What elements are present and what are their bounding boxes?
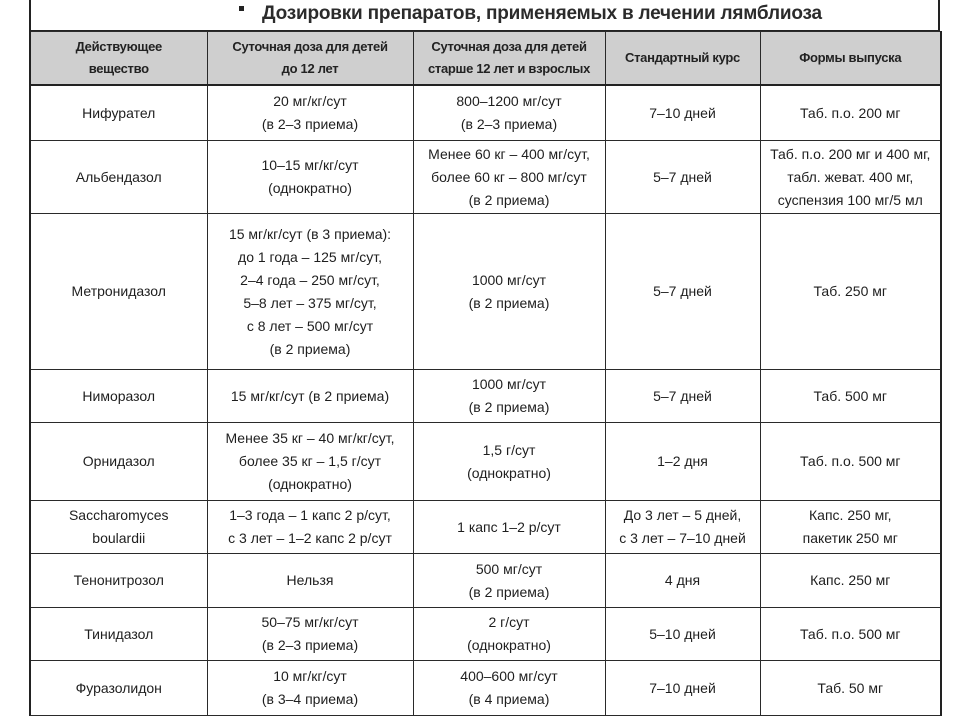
table-row	[30, 608, 941, 661]
table-header-row	[30, 32, 941, 86]
cell-substance	[30, 608, 207, 661]
cell-text-line: Капс. 250 мг,	[809, 507, 892, 523]
cell-course	[605, 661, 760, 716]
column-header-substance	[30, 32, 207, 86]
cell-text-line: 500 мг/сут	[475, 560, 543, 577]
column-header-adult-dose	[413, 32, 605, 86]
cell-substance	[30, 214, 207, 370]
cell-child-dose	[207, 661, 413, 716]
cell-text-line: с 3 лет – 1–2 капс 2 р/сут	[228, 530, 392, 546]
cell-adult-dose	[413, 554, 605, 608]
table-row	[30, 141, 941, 214]
cell-release-form	[760, 423, 941, 501]
cell-course	[605, 423, 760, 501]
cell-text-line: 20 мг/кг/сут	[273, 93, 347, 109]
cell-release-form	[760, 370, 941, 423]
cell-child-dose	[207, 85, 413, 141]
cell-substance	[30, 423, 207, 501]
cell-text-line: 15 мг/кг/сут (в 2 приема)	[230, 387, 390, 404]
cell-course	[605, 141, 760, 214]
cell-adult-dose	[413, 141, 605, 214]
cell-text-line: (в 2–3 приема)	[261, 116, 359, 132]
column-header-child-dose	[207, 32, 413, 86]
cell-text-line: 1 капс 1–2 р/сут	[457, 518, 561, 535]
cell-course	[605, 370, 760, 423]
cell-text-line: 5–7 дней	[653, 387, 712, 404]
header-text-line: Стандартный курс	[625, 50, 740, 65]
cell-text-line: (в 3–4 приема)	[261, 691, 359, 707]
cell-text-line: Тенонитрозол	[73, 572, 164, 588]
cell-adult-dose	[413, 85, 605, 141]
cell-text-line: 50–75 мг/кг/сут	[261, 614, 359, 630]
cell-text-line: 7–10 дней	[649, 104, 716, 121]
cell-text-line: Таб. п.о. 500 мг	[799, 453, 901, 469]
cell-release-form	[760, 608, 941, 661]
cell-text-line: 15 мг/кг/сут (в 3 приема):	[228, 225, 392, 242]
cell-text-line: более 60 кг – 800 мг/сут	[431, 168, 587, 185]
cell-text-line: Таб. п.о. 200 мг	[799, 104, 901, 121]
cell-text-line: (в 2 приема)	[468, 583, 550, 600]
dosage-table	[29, 31, 942, 716]
cell-text-line: (однократно)	[467, 637, 551, 653]
cell-text-line: 4 дня	[664, 572, 701, 588]
cell-text-line: 1000 мг/сут	[471, 376, 547, 392]
column-header-course	[605, 32, 760, 86]
table-body	[30, 85, 941, 716]
cell-adult-dose	[413, 661, 605, 716]
table-row	[30, 85, 941, 141]
cell-text-line: Орнидазол	[82, 453, 155, 469]
cell-text-line: (однократно)	[268, 476, 352, 492]
cell-text-line: (в 2 приема)	[269, 340, 351, 357]
header-text-line: Суточная доза для детей	[431, 39, 587, 54]
cell-child-dose	[207, 370, 413, 423]
cell-text-line: 2 г/сут	[488, 614, 530, 630]
table-row	[30, 214, 941, 370]
cell-text-line: с 3 лет – 7–10 дней	[619, 530, 746, 546]
title-bullet-dot	[239, 6, 244, 11]
header-text-line: Формы выпуска	[799, 50, 902, 65]
cell-adult-dose	[413, 423, 605, 501]
cell-text-line: Фуразолидон	[75, 679, 162, 696]
header-text-line: Суточная доза для детей	[232, 39, 388, 54]
cell-text-line: boulardii	[92, 530, 146, 546]
cell-adult-dose	[413, 370, 605, 423]
cell-substance	[30, 85, 207, 141]
cell-release-form	[760, 85, 941, 141]
header-text-line: старше 12 лет и взрослых	[427, 61, 591, 76]
cell-text-line: с 8 лет – 500 мг/сут	[246, 317, 374, 334]
cell-substance	[30, 141, 207, 214]
cell-text-line: 2–4 года – 250 мг/сут,	[240, 271, 380, 288]
cell-text-line: (в 4 приема)	[468, 691, 550, 707]
cell-course	[605, 501, 760, 554]
cell-substance	[30, 554, 207, 608]
cell-text-line: 800–1200 мг/сут	[456, 93, 562, 109]
cell-text-line: 1,5 г/сут	[482, 441, 536, 458]
table-row	[30, 423, 941, 501]
cell-text-line: Таб. п.о. 200 мг и 400 мг,	[770, 145, 931, 162]
cell-text-line: 400–600 мг/сут	[460, 668, 558, 684]
cell-text-line: (в 2 приема)	[468, 294, 550, 311]
cell-text-line: (в 2 приема)	[468, 191, 550, 208]
cell-text-line: Saccharomyces	[68, 507, 169, 523]
cell-text-line: 1–2 дня	[657, 453, 708, 469]
cell-text-line: Капс. 250 мг	[810, 572, 891, 588]
cell-adult-dose	[413, 214, 605, 370]
cell-child-dose	[207, 608, 413, 661]
cell-text-line: 7–10 дней	[649, 679, 716, 696]
cell-text-line: Нельзя	[286, 572, 334, 588]
table-row	[30, 554, 941, 608]
cell-adult-dose	[413, 608, 605, 661]
cell-child-dose	[207, 423, 413, 501]
cell-release-form	[760, 554, 941, 608]
cell-substance	[30, 661, 207, 716]
cell-text-line: до 1 года – 125 мг/сут,	[238, 248, 382, 265]
cell-release-form	[760, 501, 941, 554]
cell-text-line: (однократно)	[268, 180, 352, 196]
cell-text-line: суспензия 100 мг/5 мл	[777, 191, 923, 208]
cell-text-line: Менее 35 кг – 40 мг/кг/сут,	[225, 430, 395, 446]
cell-child-dose	[207, 214, 413, 370]
cell-child-dose	[207, 141, 413, 214]
cell-text-line: Тинидазол	[84, 625, 154, 642]
cell-text-line: 5–8 лет – 375 мг/сут,	[243, 294, 377, 311]
table-row	[30, 370, 941, 423]
cell-text-line: (в 2 приема)	[468, 399, 550, 415]
cell-text-line: (в 2–3 приема)	[261, 637, 359, 653]
cell-text-line: 1000 мг/сут	[471, 271, 547, 288]
cell-child-dose	[207, 554, 413, 608]
cell-text-line: Альбендазол	[75, 168, 162, 185]
cell-text-line: 5–7 дней	[653, 168, 712, 185]
cell-course	[605, 608, 760, 661]
cell-text-line: Метронидазол	[71, 283, 166, 299]
cell-text-line: Таб. п.о. 500 мг	[799, 625, 901, 642]
cell-text-line: Таб. 500 мг	[813, 387, 887, 404]
header-text-line: до 12 лет	[281, 61, 339, 76]
cell-text-line: пакетик 250 мг	[802, 530, 898, 546]
cell-text-line: До 3 лет – 5 дней,	[623, 507, 742, 523]
cell-text-line: Таб. 250 мг	[813, 283, 887, 299]
cell-text-line: 1–3 года – 1 капс 2 р/сут,	[229, 507, 391, 523]
cell-text-line: более 35 кг – 1,5 г/сут	[238, 453, 382, 469]
column-header-release-form	[760, 32, 941, 86]
cell-release-form	[760, 214, 941, 370]
cell-course	[605, 85, 760, 141]
cell-release-form	[760, 661, 941, 716]
cell-text-line: Нифурател	[82, 104, 156, 121]
cell-release-form	[760, 141, 941, 214]
table-row	[30, 661, 941, 716]
cell-course	[605, 554, 760, 608]
cell-adult-dose	[413, 501, 605, 554]
table-row	[30, 501, 941, 554]
cell-substance	[30, 370, 207, 423]
cell-text-line: Ниморазол	[82, 387, 156, 404]
cell-text-line: 10 мг/кг/сут	[273, 668, 347, 684]
cell-text-line: 5–10 дней	[649, 625, 716, 642]
header-text-line: Действующее	[75, 39, 162, 54]
cell-course	[605, 214, 760, 370]
cell-substance	[30, 501, 207, 554]
cell-text-line: (в 2–3 приема)	[460, 116, 558, 132]
cell-text-line: 5–7 дней	[653, 283, 712, 299]
cell-text-line: табл. жеват. 400 мг,	[787, 168, 914, 185]
cell-child-dose	[207, 501, 413, 554]
cell-text-line: 10–15 мг/кг/сут	[261, 157, 359, 173]
cell-text-line: (однократно)	[467, 464, 551, 481]
header-text-line: вещество	[88, 61, 149, 76]
cell-text-line: Таб. 50 мг	[817, 679, 884, 696]
cell-text-line: Менее 60 кг – 400 мг/сут,	[428, 145, 590, 162]
document-title: Дозировки препаратов, применяемых в лечении лямблиоза	[262, 3, 822, 24]
